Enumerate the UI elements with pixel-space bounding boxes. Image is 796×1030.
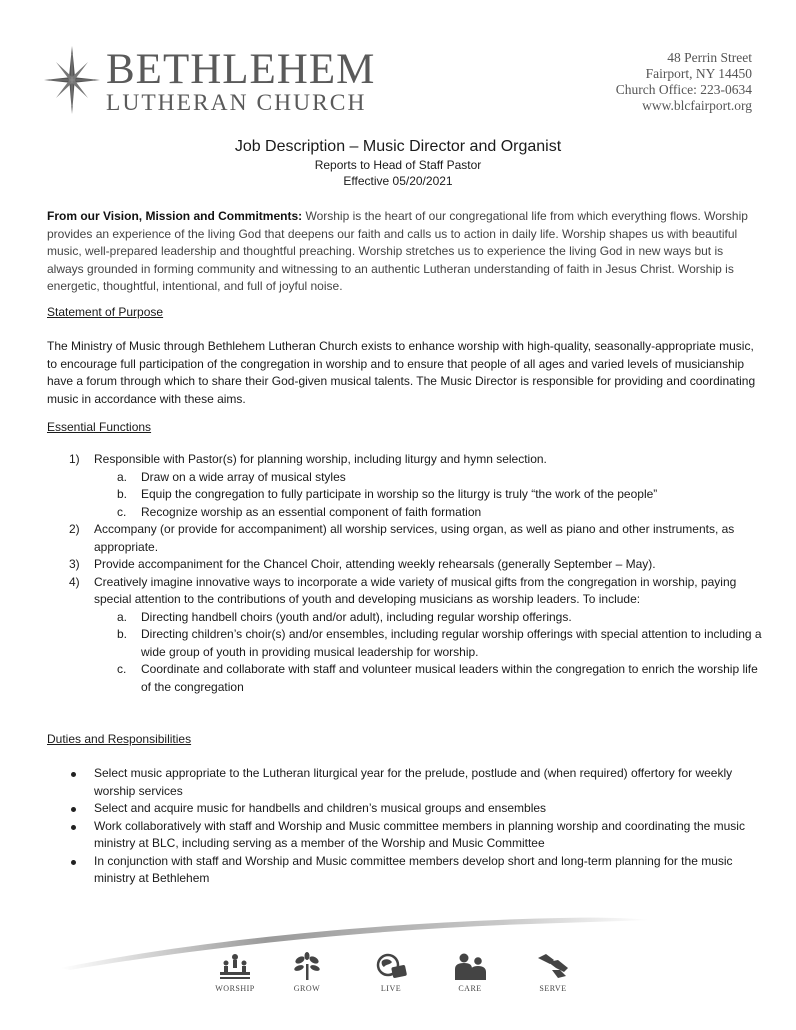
bullet-icon (71, 825, 76, 830)
duty-item (47, 765, 762, 800)
logo-name: BETHLEHEM (106, 46, 376, 93)
effective-date: Effective 05/20/2021 (343, 174, 453, 188)
intro-paragraph (47, 208, 757, 296)
function-number: 4) (69, 574, 80, 589)
function-text: Provide accompaniment for the Chancel Choir, attending weekly rehearsals (generally September – May). (94, 557, 656, 571)
subitem-letter: b. (117, 627, 128, 641)
functions-list (47, 451, 762, 696)
footer-serve (523, 952, 583, 993)
function-subitem (47, 469, 762, 487)
function-subitem (47, 486, 762, 504)
grow-icon (290, 952, 324, 980)
bullet-icon (71, 772, 76, 777)
live-icon (374, 952, 408, 980)
footer-label: SERVE (539, 984, 567, 993)
function-number: 2) (69, 522, 80, 536)
address-phone: Church Office: 223-0634 (615, 82, 752, 97)
footer-grow (277, 952, 337, 993)
duty-text: Work collaboratively with staff and Worship and Music committee members in planning worship and coordinating the music ministry at BLC, including serving as a member of the Worship and Music Committee (94, 818, 745, 850)
address-website[interactable]: www.blcfairport.org (642, 98, 752, 113)
footer-label: WORSHIP (215, 984, 255, 993)
footer-label: GROW (293, 984, 321, 993)
duties-list (47, 765, 762, 888)
document-title: Job Description – Music Director and Organist (234, 138, 562, 155)
worship-icon (218, 952, 252, 980)
subitem-letter: a. (117, 469, 128, 484)
church-logo (42, 44, 376, 116)
footer-icon-row (195, 952, 595, 1012)
subitem-letter: a. (117, 609, 128, 624)
church-address (616, 50, 752, 114)
bullet-icon (71, 807, 76, 812)
function-subitem (47, 504, 762, 522)
function-subitem (47, 626, 762, 661)
purpose-paragraph: The Ministry of Music through Bethlehem Lutheran Church exists to enhance worship with high-quality, seasonally-appropriate music, to encourage full participation of the congregation in worship and to ensure that people of all ages and varied levels of musicianship have a forum through which to share their God-given musical talents. The Music Director is responsible for providing and coordinating music in accordance with these aims. (47, 339, 756, 406)
function-subitem (47, 609, 762, 627)
duty-text: Select music appropriate to the Lutheran liturgical year for the prelude, postlude and (when required) offertory for weekly worship services (94, 766, 733, 798)
subitem-text: Directing handbell choirs (youth and/or adult), including regular worship offerings. (141, 609, 572, 624)
functions-heading: Essential Functions (47, 420, 152, 434)
subitem-letter: c. (117, 662, 127, 676)
footer-care (440, 952, 500, 993)
duty-text: In conjunction with staff and Worship and Music committee members develop short and long-term planning for the music ministry at Bethlehem (94, 853, 733, 885)
subitem-text: Recognize worship as an essential component of faith formation (141, 504, 482, 519)
bullet-icon (71, 860, 76, 865)
function-item (47, 521, 762, 556)
duty-item (47, 800, 762, 818)
subitem-text: Equip the congregation to fully participate in worship so the liturgy is truly “the work of the people” (141, 487, 658, 501)
function-item (47, 556, 762, 574)
subitem-letter: c. (117, 504, 127, 519)
intro-body: Worship is the heart of our congregational life from which everything flows. Worship provides an experience of the living God that deepens our faith and calls us to action in daily life. Worship shapes us with beautiful music, well-prepared leadership and thoughtful preaching. Worship stretches us to experience the living God in new ways but is always grounded in forming community and witnessing to an authentic Lutheran understanding of faith in Jesus Christ. Worship is energetic, thoughtful, intentional, and full of joyful noise. (47, 209, 748, 293)
function-item (47, 574, 762, 609)
subitem-letter: b. (117, 487, 128, 501)
reports-to: Reports to Head of Staff Pastor (314, 158, 482, 172)
purpose-heading: Statement of Purpose (47, 305, 164, 319)
footer-label: CARE (458, 984, 482, 993)
footer-live (361, 952, 421, 993)
duty-item (47, 853, 762, 888)
star-icon (42, 44, 102, 116)
serve-icon (536, 952, 570, 980)
subitem-text: Draw on a wide array of musical styles (141, 469, 346, 484)
duties-heading: Duties and Responsibilities (47, 732, 192, 746)
footer-label: LIVE (380, 984, 402, 993)
address-city: Fairport, NY 14450 (645, 66, 752, 81)
function-subitem (47, 661, 762, 696)
address-street: 48 Perrin Street (667, 50, 752, 65)
function-number: 1) (69, 452, 80, 466)
function-number: 3) (69, 557, 80, 571)
subitem-text: Directing children’s choir(s) and/or ensembles, including regular worship offerings with special attention to including a wide group of youth in providing musical leadership for worship. (141, 627, 762, 659)
duty-text: Select and acquire music for handbells and children’s musical groups and ensembles (94, 801, 547, 815)
function-text: Accompany (or provide for accompaniment) all worship services, using organ, as well as piano and other instruments, as appropriate. (94, 522, 735, 554)
care-icon (453, 952, 487, 980)
function-item (47, 451, 762, 469)
logo-subtitle: LUTHERAN CHURCH (106, 90, 367, 116)
function-text: Creatively imagine innovative ways to incorporate a wide variety of musical gifts from the congregation in worship, paying special attention to the contributions of youth and developing musicians as worship leaders. To include: (94, 574, 737, 606)
function-text: Responsible with Pastor(s) for planning worship, including liturgy and hymn selection. (94, 452, 547, 466)
subitem-text: Coordinate and collaborate with staff and volunteer musical leaders within the congregation to enrich the worship life of the congregation (141, 662, 758, 694)
footer-worship (205, 952, 265, 993)
duty-item (47, 818, 762, 853)
intro-lead: From our Vision, Mission and Commitments: (47, 209, 303, 223)
